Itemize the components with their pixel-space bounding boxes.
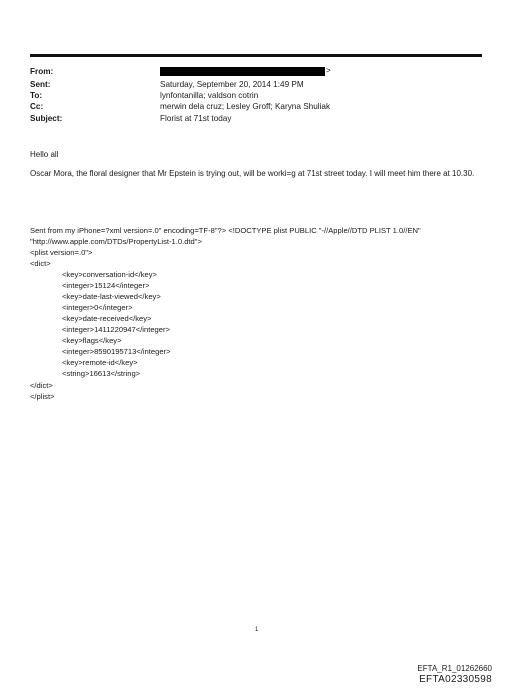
plist-open: <plist version=.0">	[30, 248, 93, 257]
redaction-box	[160, 67, 325, 76]
cc-label: Cc:	[30, 102, 44, 111]
page-number: 1	[255, 627, 259, 633]
subject-value: Florist at 71st today	[160, 114, 232, 123]
plist-entry: <integer>1411220947</integer>	[62, 325, 170, 334]
bates-stamp-2: EFTA02330598	[419, 674, 492, 685]
to-label: To:	[30, 91, 43, 100]
from-label: From:	[30, 67, 54, 76]
sent-from-line-2: "http://www.apple.com/DTDs/PropertyList-1.0.dtd">	[30, 237, 202, 246]
body-paragraph: Oscar Mora, the floral designer that Mr Epstein is trying out, will be worki=g at 71st street today. I will meet him there at 10.30.	[30, 169, 475, 178]
plist-entry: <key>date-last-viewed</key>	[62, 292, 161, 301]
plist-entry: <integer>15124</integer>	[62, 281, 150, 290]
sent-value: Saturday, September 20, 2014 1:49 PM	[160, 80, 304, 89]
to-value: lynfontanilla; valdson cotrin	[160, 91, 259, 100]
plist-entry: <integer>0</integer>	[62, 303, 133, 312]
from-tail: >	[326, 66, 331, 75]
cc-value: merwin dela cruz; Lesley Groff; Karyna Shuliak	[160, 102, 331, 111]
sent-label: Sent:	[30, 80, 51, 89]
dict-open: <dict>	[30, 259, 51, 268]
header-rule	[30, 54, 482, 57]
plist-entry: <key>flags</key>	[62, 336, 122, 345]
plist-entry: <integer>8590195713</integer>	[62, 347, 171, 356]
plist-entry: <key>date-received</key>	[62, 314, 152, 323]
plist-entry: <key>remote-id</key>	[62, 358, 138, 367]
subject-label: Subject:	[30, 114, 63, 123]
plist-close: </plist>	[30, 392, 55, 401]
bates-stamp-1: EFTA_R1_01262660	[417, 664, 492, 673]
dict-close: </dict>	[30, 381, 53, 390]
greeting: Hello all	[30, 150, 59, 159]
plist-entry: <key>conversation-id</key>	[62, 270, 157, 279]
plist-entry: <string>16613</string>	[62, 369, 141, 378]
sent-from-line-1: Sent from my iPhone=?xml version=.0" encoding=TF-8"?> <!DOCTYPE plist PUBLIC "-//Apple//DTD PLIST 1.0//EN"	[30, 226, 421, 235]
